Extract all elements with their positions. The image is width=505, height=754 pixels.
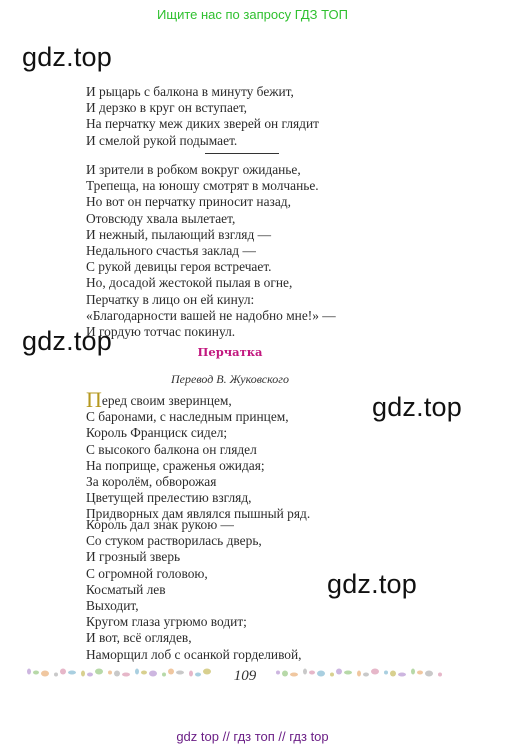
decor-dot: [398, 673, 406, 677]
poem-line: Недального счастья заклад —: [86, 243, 256, 259]
poem-title: Перчатка: [197, 345, 263, 359]
decor-dot: [54, 673, 58, 677]
poem-line: Цветущей прелестию взгляд,: [86, 490, 252, 506]
decor-dot: [371, 669, 379, 675]
poem-line: Но, досадой жестокой пылая в огне,: [86, 275, 293, 291]
poem-first-line: [86, 387, 310, 412]
decor-dot: [384, 671, 388, 675]
decor-dot: [303, 669, 307, 675]
watermark: gdz.top: [22, 326, 112, 356]
poem-line: Перчатку в лицо он ей кинул:: [86, 291, 255, 307]
page-number: 109: [233, 668, 257, 684]
decor-dot: [33, 671, 39, 675]
decor-dot: [195, 673, 201, 677]
drop-cap: П: [86, 387, 102, 412]
poem-line: Выходит,: [86, 598, 139, 614]
decor-dot: [162, 673, 166, 677]
decor-dot: [438, 673, 442, 677]
poem-line: С баронами, с наследным принцем,: [86, 409, 289, 425]
decor-dot: [276, 671, 280, 675]
poem-line: Король дал знак рукою —: [86, 517, 234, 532]
decor-dot: [41, 671, 49, 677]
poem-subtitle: Перевод В. Жуковского: [171, 372, 289, 386]
decor-dot: [108, 671, 112, 675]
stanza-1: [86, 84, 319, 149]
poem-line: С рукой девицы героя встречает.: [86, 259, 272, 275]
decor-dot: [417, 671, 423, 675]
footer-links: gdz top // гдз топ // гдз top: [176, 729, 329, 744]
poem-line: На перчатку меж диких зверей он глядит: [86, 116, 320, 132]
decor-dot: [282, 671, 288, 677]
poem-line: Косматый лев: [86, 581, 166, 597]
poem-line: И смелой рукой подымает.: [86, 132, 238, 148]
poem-line: И дерзко в круг он вступает,: [86, 100, 248, 116]
poem-line: Кругом глаза угрюмо водит;: [86, 614, 247, 630]
poem-line: И зрители в робком вокруг ожиданье,: [86, 162, 301, 177]
top-banner: Ищите нас по запросу ГДЗ ТОП: [157, 7, 348, 22]
poem-line: Король Франциск сидел;: [86, 425, 228, 441]
decor-dot: [141, 671, 147, 675]
first-line-text: еред своим зверинцем,: [101, 393, 232, 408]
poem-line: И гордую тотчас покинул.: [86, 324, 236, 340]
decor-dot: [122, 673, 130, 677]
decor-dot: [309, 671, 315, 675]
decor-dot: [363, 673, 369, 677]
decor-dot: [357, 671, 361, 677]
stanza-2: [86, 162, 336, 340]
decor-dot: [60, 669, 66, 675]
decor-dot: [135, 669, 139, 675]
poem-line: За королём, обворожая: [86, 474, 217, 490]
decor-dot: [168, 669, 174, 675]
watermark: gdz.top: [372, 392, 462, 422]
poem-line: И вот, всё оглядев,: [86, 630, 192, 646]
poem-line: И нежный, пылающий взгляд —: [86, 226, 272, 242]
stanza-4: [86, 517, 302, 663]
poem-line: Но вот он перчатку приносит назад,: [86, 194, 291, 210]
watermark: gdz.top: [22, 42, 112, 72]
poem-line: На поприще, сраженья ожидая;: [86, 457, 265, 473]
poem-line: Наморщил лоб с осанкой горделивой,: [86, 646, 302, 662]
stanza-3: [86, 387, 311, 523]
poem-line: И грозный зверь: [86, 549, 181, 565]
watermark: gdz.top: [327, 569, 417, 599]
decor-dot: [344, 671, 352, 675]
decor-dot: [149, 671, 157, 677]
decor-dot: [87, 673, 93, 677]
poem-line: И рыцарь с балкона в минуту бежит,: [86, 84, 294, 99]
decor-dot: [81, 671, 85, 677]
decor-dot: [425, 671, 433, 677]
poem-line: С огромной головою,: [86, 565, 208, 581]
section-divider: [205, 153, 279, 154]
decor-dot: [330, 673, 334, 677]
decor-dot: [290, 673, 298, 677]
poem-line: Со стуком растворилась дверь,: [86, 533, 262, 549]
decor-dot: [336, 669, 342, 675]
decor-dot: [95, 669, 103, 675]
decor-dot: [176, 671, 184, 675]
poem-line: «Благодарности вашей не надобно мне!» —: [86, 307, 336, 323]
poem-line: Придворных дам являлся пышный ряд.: [86, 506, 311, 522]
decor-dot: [68, 671, 76, 675]
decor-dot: [189, 671, 193, 677]
decor-dot: [203, 669, 211, 675]
decor-dot: [27, 669, 31, 675]
decor-dot: [317, 671, 325, 677]
poem-line: С высокого балкона он глядел: [86, 441, 257, 457]
poem-line: Трепеща, на юношу смотрят в молчанье.: [86, 178, 319, 194]
poem-line: Отовсюду хвала вылетает,: [86, 210, 236, 226]
decor-dot: [390, 671, 396, 677]
decor-dot: [114, 671, 120, 677]
decor-dot: [411, 669, 415, 675]
